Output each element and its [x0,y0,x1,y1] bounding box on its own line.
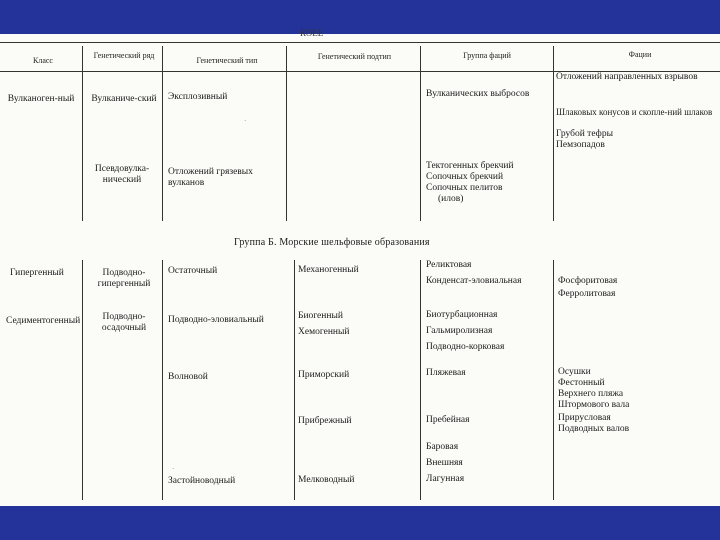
group-b-facies-group-5: Подводно-корковая [426,342,505,352]
group-a-facies-group-line-3: Сопочных пелитов [426,183,503,193]
group-b-series-2: Подводно-осадочный [101,312,147,333]
group-b-type-4: Застойноводный [168,476,236,486]
group-b-type-3: Волновой [168,372,208,382]
group-a-series-1: Вулканиче-ский [91,94,157,104]
group-b-type-2: Подводно-эловиальный [168,315,264,325]
group-b-facies-1: Фосфоритовая [558,276,618,286]
group-b-type-1: Остаточный [168,266,218,276]
column-divider-7 [162,260,163,500]
group-a-type-2: Отложений грязевых вулканов [168,167,253,188]
header-top-rule [0,42,720,43]
group-b-subtype-1: Механогенный [298,265,359,275]
header-facies: Фации [628,50,652,59]
group-a-class: Вулканоген-ный [7,94,75,104]
group-a-series-2: Псевдовулка-нический [94,164,150,185]
header-genetic-series: Генетический ряд [93,51,155,60]
column-divider-3 [286,46,287,221]
group-b-facies-group-1: Реликтовая [426,260,472,270]
column-divider-9 [420,260,421,500]
column-divider-6 [82,260,83,500]
top-blue-band [0,0,720,34]
group-b-subtype-2: Биогенный [298,311,343,321]
ink-mark: · [244,117,247,125]
column-divider-5 [553,46,554,221]
group-a-facies-group-line-2: Сопочных брекчий [426,172,504,182]
bottom-blue-band [0,506,720,540]
group-b-series-1: Подводно-гипергенный [97,268,151,289]
group-b-facies-group-7: Пребейная [426,415,470,425]
header-class: Класс [33,56,53,65]
header-genetic-type: Генетический тип [196,56,258,65]
group-b-facies-group-9: Внешняя [426,458,463,468]
group-b-facies-group-4: Гальмиролизная [426,326,493,336]
group-b-facies-group-2: Конденсат-эловиальная [426,276,522,286]
group-a-facies-group-line-4: (илов) [438,194,464,204]
group-b-class-1: Гипергенный [10,268,64,278]
group-b-subtype-3: Хемогенный [298,327,350,337]
group-b-facies-7: Прирусловая [558,413,611,423]
group-b-facies-8: Подводных валов [558,424,630,434]
group-b-subtype-6: Мелководный [298,475,355,485]
scanned-table-page [0,28,720,506]
group-a-facies-3: Грубой тефры [556,129,613,139]
group-b-subtype-5: Прибрежный [298,416,352,426]
top-fragment-text: КОЕЕ [300,28,324,38]
group-b-facies-3: Осушки [558,367,591,377]
header-genetic-subtype: Генетический подтип [317,52,392,61]
group-b-facies-group-3: Биотурбационная [426,310,498,320]
column-divider-2 [162,46,163,221]
group-a-facies-2: Шлаковых конусов и скопле-ний шлаков [556,107,713,117]
group-b-facies-group-8: Баровая [426,442,459,452]
header-facies-group: Группа фаций [463,51,511,60]
group-b-facies-5: Верхнего пляжа [558,389,624,399]
column-divider-10 [553,260,554,500]
group-b-facies-6: Штормового вала [558,400,630,410]
group-b-facies-2: Ферролитовая [558,289,616,299]
group-a-type-1: Эксплозивный [168,92,228,102]
group-b-subtype-4: Приморский [298,370,350,380]
group-b-title: Группа Б. Морские шельфовые образования [234,237,430,248]
group-a-facies-1: Отложений направленных взрывов [556,72,698,82]
group-b-facies-group-10: Лагунная [426,474,465,484]
group-b-facies-4: Фестонный [558,378,605,388]
group-a-facies-4: Пемзопадов [556,140,605,150]
group-a-facies-group-1: Вулканических выбросов [426,89,530,99]
column-divider-8 [294,260,295,500]
group-b-class-2: Седиментогенный [6,316,81,326]
ink-mark: · [172,465,175,473]
column-divider-1 [82,46,83,221]
group-b-facies-group-6: Пляжевая [426,368,466,378]
column-divider-4 [420,46,421,221]
group-a-facies-group-line-1: Тектогенных брекчий [426,161,514,171]
